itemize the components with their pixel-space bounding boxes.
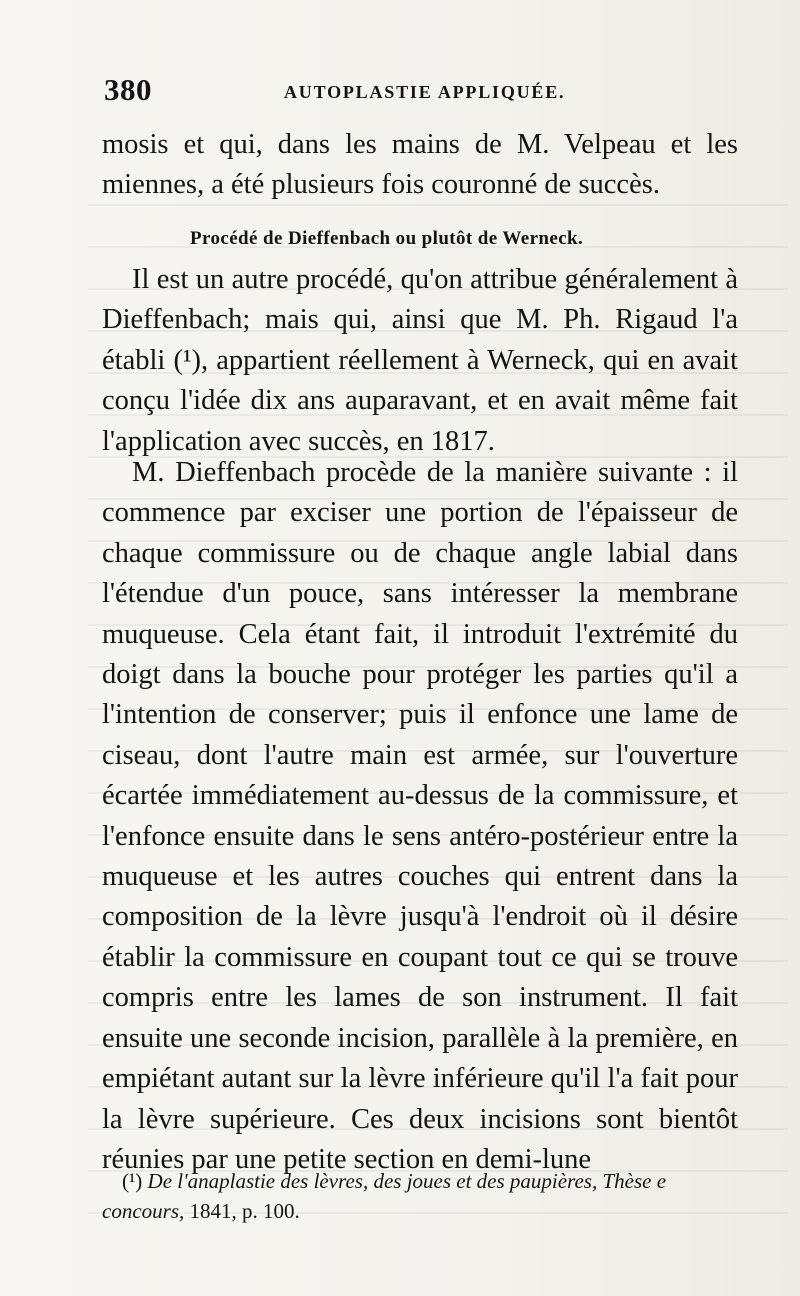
footnote-marker: (¹) bbox=[122, 1169, 143, 1193]
footnote-continuation: e bbox=[656, 1169, 667, 1193]
page-header bbox=[104, 72, 704, 108]
paragraph-werneck: Il est un autre procédé, qu'on attribue généralement à Dieffenbach; mais qui, ainsi que M. Ph. Rigaud l'a établi (¹), appartient réellement à Werneck, qui en avait conçu l'idée dix ans auparavant, et en avait même fait l'application avec succès, en 1817. bbox=[102, 264, 738, 457]
page-number: 380 bbox=[104, 72, 152, 107]
paragraph-continuation: mosis et qui, dans les mains de M. Velpeau et les miennes, a été plusieurs fois couronné de succès. bbox=[102, 129, 738, 201]
section-title: Procédé de Dieffenbach ou plutôt de Werneck. bbox=[190, 228, 584, 249]
paragraph-dieffenbach-procedure: M. Dieffenbach procède de la manière suivante : il commence par exciser une portion de l'épaisseur de chaque commissure ou de chaque angle labial dans l'étendue d'un pouce, sans intéresser la membrane muqueuse. Cela étant fait, il introduit l'extrémité du doigt dans la bouche pour protéger les parties qu'il a l'intention de conserver; puis il enfonce une lame de ciseau, dont l'autre main est armée, sur l'ouverture écartée immédiatement au-dessus de la commissure, et l'enfonce ensuite dans le sens antéro-postérieur entre la muqueuse et les autres couches qui entrent dans la composition de la lèvre jusqu'à l'endroit où il désire établir la commissure en coupant tout ce qui se trouve compris entre les lames de son instrument. Il fait ensuite une seconde incision, parallèle à la première, en empiétant autant sur la lèvre inférieure qu'il l'a fait pour la lèvre supérieure. Ces deux incisions sont bientôt réunies par une petite section en demi-lune bbox=[102, 457, 738, 1175]
footnote-title: De l'anaplastie des lèvres, des joues et des paupières, Thèse bbox=[147, 1169, 652, 1193]
footnote bbox=[102, 1166, 742, 1226]
footnote-concours: concours, bbox=[102, 1199, 185, 1223]
footnote-citation: 1841, p. 100. bbox=[189, 1199, 300, 1223]
running-head: AUTOPLASTIE APPLIQUÉE. bbox=[284, 82, 566, 102]
